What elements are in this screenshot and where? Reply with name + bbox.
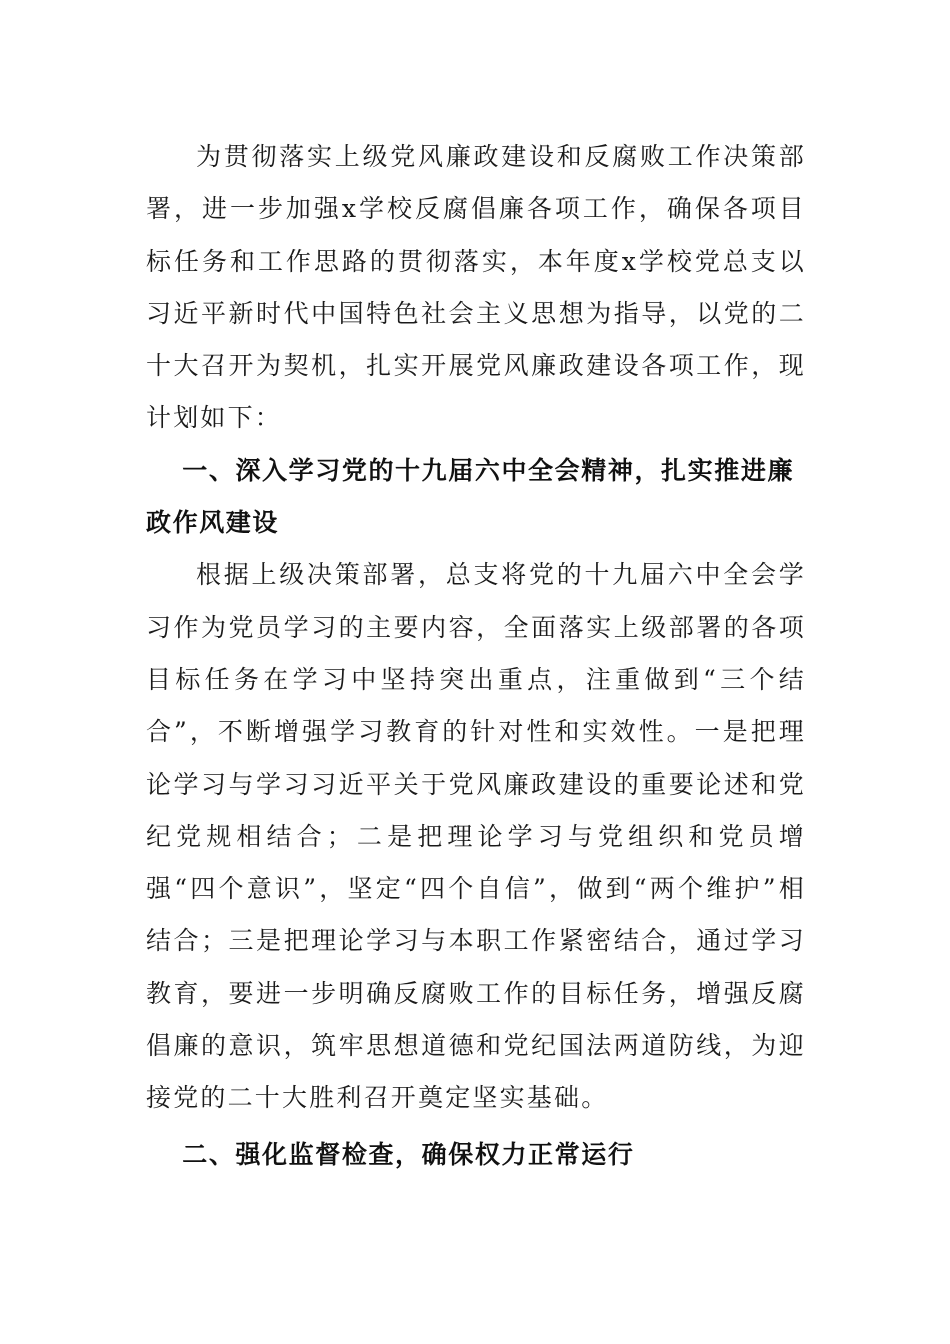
- section-2-heading: 二、强化监督检查，确保权力正常运行: [182, 1139, 635, 1169]
- section-1-paragraph: 根据上级决策部署，总支将党的十九届六中全会学习作为党员学习的主要内容，全面落实上级部署的各项目标任务在学习中坚持突出重点，注重做到“三个结合”，不断增强学习教育的针对性和实效性。一是把理论学习与学习习近平关于党风廉政建设的重要论述和党纪党规相结合；二是把理论学习与党组织和党员增强“四个意识”，坚定“四个自信”，做到“两个维护”相结合；三是把理论学习与本职工作紧密结合，通过学习教育，要进一步明确反腐败工作的目标任务，增强反腐倡廉的意识，筑牢思想道德和党纪国法两道防线，为迎接党的二十大胜利召开奠定坚实基础。: [146, 560, 806, 1113]
- intro-paragraph: 为贯彻落实上级党风廉政建设和反腐败工作决策部署，进一步加强x学校反腐倡廉各项工作，确保各项目标任务和工作思路的贯彻落实，本年度x学校党总支以习近平新时代中国特色社会主义思想为指导，以党的二十大召开为契机，扎实开展党风廉政建设各项工作，现计划如下：: [146, 142, 806, 433]
- document-body: [146, 131, 806, 1181]
- section-1-heading: 一、深入学习党的十九届六中全会精神，扎实推进廉政作风建设: [146, 455, 795, 538]
